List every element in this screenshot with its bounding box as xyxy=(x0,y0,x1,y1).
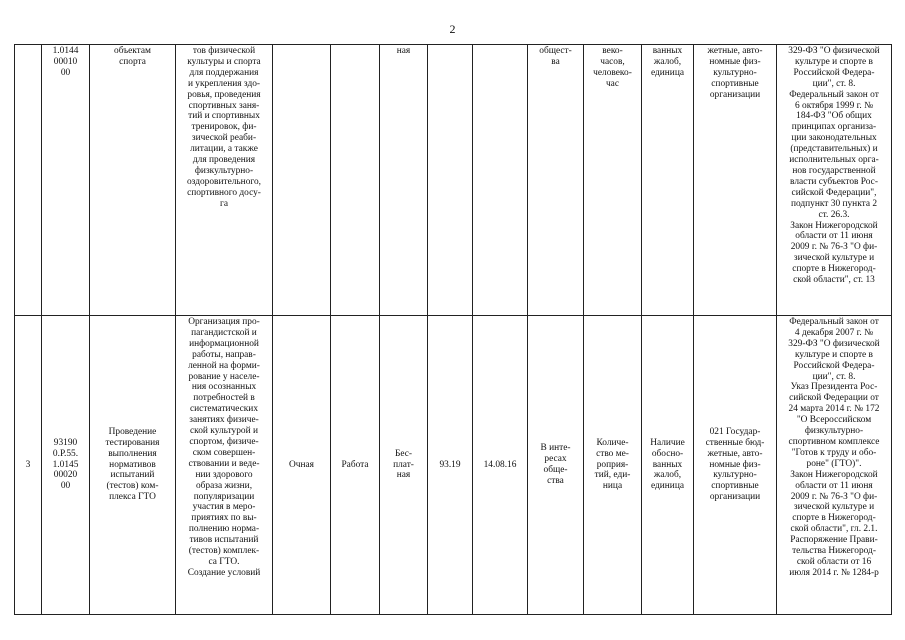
payment-cell: Бес- плат- ная xyxy=(380,316,428,615)
row-number-cell: 3 xyxy=(15,316,42,615)
table-row xyxy=(15,45,892,316)
legal-basis-cell: 329-ФЗ "О физической культуре и спорте в Российской Федера- ции", ст. 8. Федеральный закон от 6 октября 1999 г. № 184-ФЗ "Об общих принципах организа- ции законодательных (представительных) и исполнительных орга- нов государственной власти субъектов Рос- сийской Федерации", подпункт 30 пункта 2 ст. 26.3. Закон Нижегородской области от 11 июня 2009 г. № 76-З "О фи- зической культуре и спорте в Нижегород- ской области", ст. 13 xyxy=(777,45,892,316)
form-cell: Очная xyxy=(273,316,331,615)
okved-cell: 93.19 xyxy=(428,316,473,615)
service-content-cell: тов физической культуры и спорта для поддержания и укрепления здо- ровья, проведения спортивных заня- тий и спортивных тренировок, фи- зической реаби- литации, а также для проведения физкультурно- оздоровительного, спортивного досу- га xyxy=(176,45,273,316)
services-register-table xyxy=(14,44,892,615)
date-cell xyxy=(473,45,528,316)
volume-indicator-cell: веко- часов, человеко- час xyxy=(584,45,642,316)
date-cell: 14.08.16 xyxy=(473,316,528,615)
service-code-cell: 1.0144 00010 00 xyxy=(42,45,90,316)
consumers-cell: общест- ва xyxy=(528,45,584,316)
type-cell: Работа xyxy=(331,316,380,615)
institutions-cell: жетные, авто- номные физ- культурно- спортивные организации xyxy=(694,45,777,316)
consumers-cell: В интe- ресах обще- ства xyxy=(528,316,584,615)
service-content-cell: Организация про- пагандистской и информационной работы, направ- ленной на форми- рование у населе- ния осознанных потребностей в систематических занятиях физиче- ской культурой и спортом, физиче- ском совершен- ствовании и веде- нии здорового образа жизни, популяризации участия в меро- приятиях по вы- полнению норма- тивов испытаний (тестов) комплек- са ГТО. Создание условий xyxy=(176,316,273,615)
institutions-cell: 021 Государ- ственные бюд- жетные, авто- номные физ- культурно- спортивные организации xyxy=(694,316,777,615)
table-row xyxy=(15,316,892,615)
payment-cell: ная xyxy=(380,45,428,316)
type-cell xyxy=(331,45,380,316)
okved-cell xyxy=(428,45,473,316)
form-cell xyxy=(273,45,331,316)
row-number-cell xyxy=(15,45,42,316)
volume-indicator-cell: Количе- ство ме- роприя- тий, еди- ница xyxy=(584,316,642,615)
service-name-cell: Проведение тестирования выполнения нормативов испытаний (тестов) ком- плекса ГТО xyxy=(90,316,176,615)
service-code-cell: 93190 0.Р.55. 1.0145 00020 00 xyxy=(42,316,90,615)
page-number: 2 xyxy=(449,22,456,36)
quality-indicator-cell: ванных жалоб, единица xyxy=(642,45,694,316)
service-name-cell: объектам спорта xyxy=(90,45,176,316)
legal-basis-cell: Федеральный закон от 4 декабря 2007 г. № 329-ФЗ "О физической культуре и спорте в Российской Федера- ции", ст. 8. Указ Президента Рос- сийской Федерации от 24 марта 2014 г. № 172 "О Всероссийском физкультурно- спортивном комплексе "Готов к труду и обо- роне" (ГТО)". Закон Нижегородской области от 11 июня 2009 г. № 76-З "О фи- зической культуре и спорте в Нижегород- ской области", гл. 2.1. Распоряжение Прави- тельства Нижегород- ской области от 16 июля 2014 г. № 1284-р xyxy=(777,316,892,615)
quality-indicator-cell: Наличие обосно- ванных жалоб, единица xyxy=(642,316,694,615)
